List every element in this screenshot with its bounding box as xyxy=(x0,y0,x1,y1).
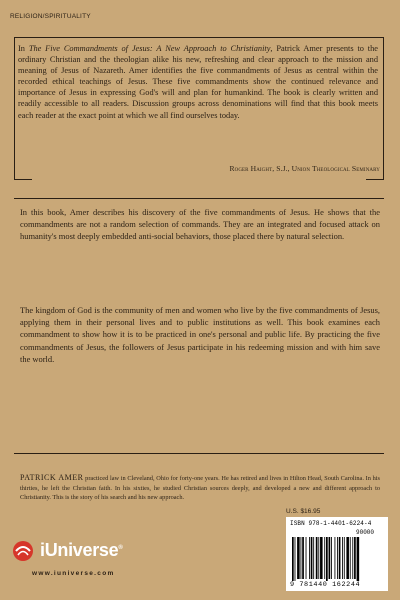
barcode-bar xyxy=(339,537,341,579)
barcode-bar xyxy=(346,537,349,579)
endorsement-lead: n xyxy=(20,44,29,53)
endorsement-body: , Patrick Amer presents to the ordinary Christian and the theologian alike his new, refreshing and clear approach to the mission and meaning of Jesus of Nazareth. Amer identifies the five commandments of Jesus as central within the recorded ethical teachings of Jesus. These five commandments show the continued relevance and importance of Jesus in expressing God's will and plan for humankind. The book is clearly written and readily accessible to all readers. Discussion groups across denominations will find that this book meets each reader at the exact point at which we all find ourselves today. xyxy=(18,44,378,120)
endorsement-text xyxy=(18,43,378,121)
description-paragraph-1: In this book, Amer describes his discovery of the five commandments of Jesus. He shows that the commandments are not a random selection of commands. They are an integrated and focused attack on humanity's most deeply embedded anti-social behaviors, those placed there by natural selection. xyxy=(20,207,380,242)
barcode-bar xyxy=(318,537,319,579)
barcode-bar xyxy=(352,537,353,579)
barcode-bar xyxy=(350,537,351,579)
barcode-bars xyxy=(286,517,388,591)
barcode-bar xyxy=(329,537,331,579)
barcode-bar xyxy=(301,537,302,579)
barcode-bar xyxy=(326,537,328,581)
publisher-url: www.iuniverse.com xyxy=(32,570,115,577)
barcode-bar xyxy=(320,537,323,579)
barcode-bar xyxy=(354,537,356,579)
publisher-name-text: iUniverse xyxy=(40,540,119,560)
bio-rule xyxy=(14,453,384,454)
frame-corner xyxy=(366,179,384,180)
barcode-bar xyxy=(297,537,300,579)
author-name: PATRICK AMER xyxy=(20,473,84,482)
barcode-bar xyxy=(316,537,318,579)
barcode-bar xyxy=(335,537,336,579)
barcode-bar xyxy=(324,537,325,579)
barcode-bar xyxy=(331,537,332,579)
author-bio xyxy=(20,473,380,503)
barcode-bar xyxy=(357,537,360,581)
isbn-text: ISBN 978-1-4401-6224-4 xyxy=(290,520,372,527)
publisher-logo xyxy=(10,540,170,590)
description-rule xyxy=(14,198,384,199)
iuniverse-logo-icon xyxy=(10,540,40,570)
barcode-box xyxy=(286,517,388,591)
barcode-bar xyxy=(344,537,345,579)
book-title: The Five Commandments of Jesus: A New Approach to Christianity xyxy=(28,44,271,53)
barcode-bar xyxy=(313,537,314,579)
endorsement-attribution: Roger Haight, S.J., Union Theological Seminary xyxy=(229,164,380,173)
barcode-bar xyxy=(337,537,338,579)
barcode-bar xyxy=(292,537,294,581)
price-label: U.S. $16.95 xyxy=(286,508,321,515)
barcode-bar xyxy=(309,537,310,579)
endorsement-drop-cap: I xyxy=(18,44,21,53)
barcode-bar xyxy=(342,537,343,579)
barcode-bar xyxy=(306,537,307,579)
price-code: 90000 xyxy=(356,529,375,536)
author-bio-text: practiced law in Cleveland, Ohio for forty-one years. He has retired and lives in Hilton Head, South Carolina. In his thirties, he left the Christian faith. In his sixties, he studied Christian sources deeply, and developed a new and different approach to Christianity. This is the story of his search and his new approach. xyxy=(20,475,380,501)
ean-digits: 9 781440 162244 xyxy=(290,581,361,589)
registered-mark: ® xyxy=(118,545,123,551)
barcode-bar xyxy=(302,537,304,579)
barcode-bar xyxy=(311,537,313,579)
category-label: RELIGION/SPIRITUALITY xyxy=(10,13,91,20)
barcode-bar xyxy=(295,537,296,581)
publisher-name xyxy=(40,540,122,561)
description-paragraph-2: The kingdom of God is the community of men and women who live by the five commandments of Jesus, applying them in their personal lives and to public institutions as well. This book examines each commandment to show how it is to be practiced in one's personal and public life. By practicing the five commandments of Jesus, the followers of Jesus participate in his redeeming mission and with him save the world. xyxy=(20,305,380,364)
